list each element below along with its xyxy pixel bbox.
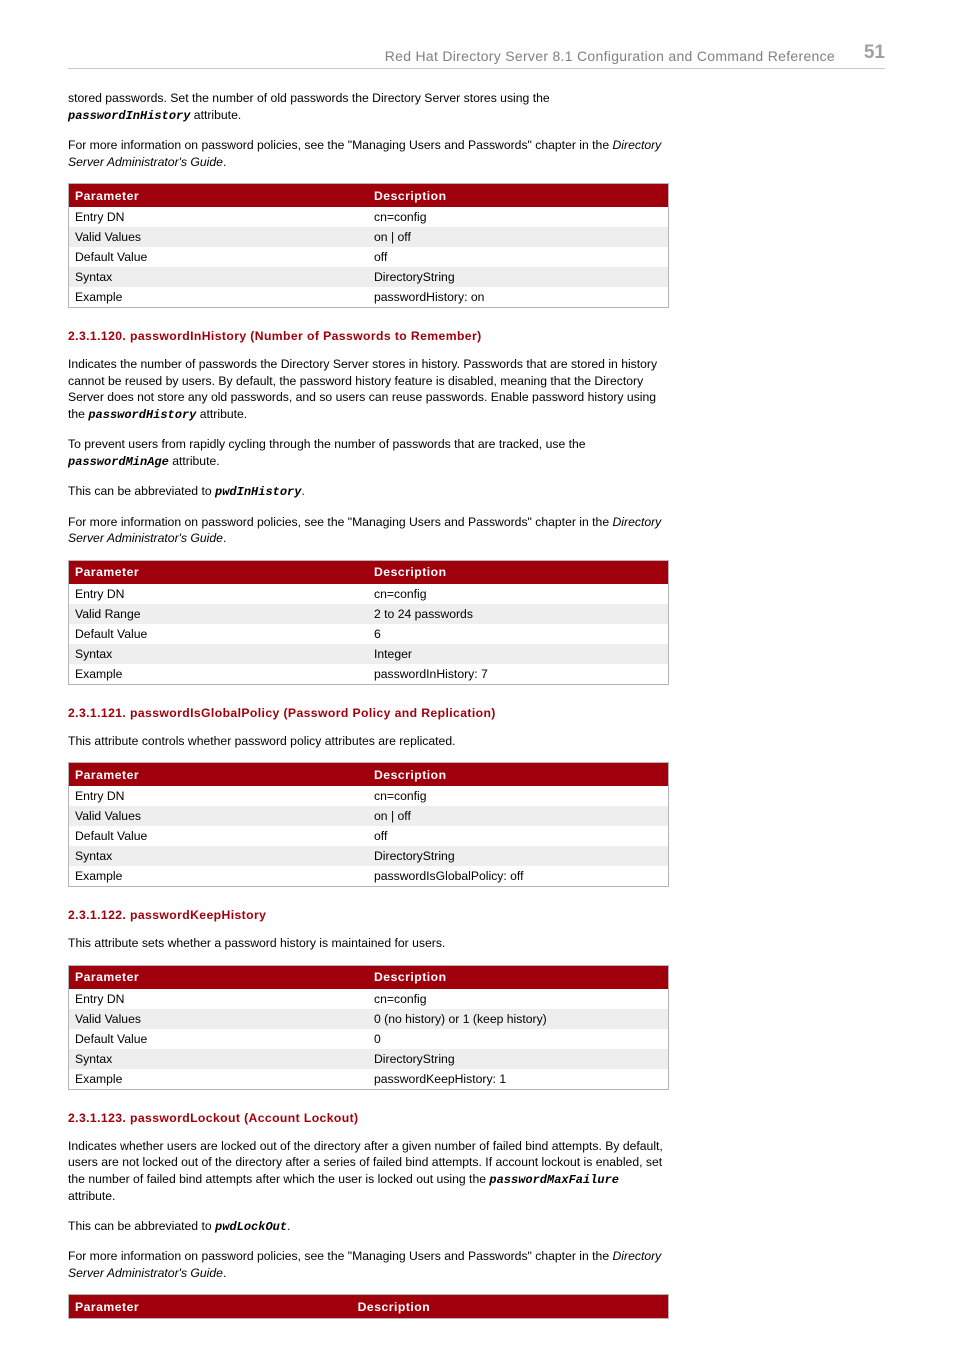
s120-paragraph-4: For more information on password policies, see the "Managing Users and Passwords" chapter in the Directory Server Administrator's Guide. — [68, 514, 662, 545]
table-header-row — [69, 965, 669, 989]
header-parameter: Parameter — [69, 1295, 352, 1319]
table-row: Valid Values on | off — [69, 227, 669, 247]
parameter-table-password-lockout — [68, 1294, 669, 1319]
header-parameter: Parameter — [69, 763, 369, 787]
parameter-table-password-keep-history — [68, 965, 669, 1090]
page-number: 51 — [863, 42, 885, 63]
table-header-row — [69, 184, 669, 208]
table-header-row — [69, 560, 669, 584]
table-row: Default Value 6 — [75, 626, 381, 641]
header-description: Description — [368, 965, 669, 989]
header-description: Description — [368, 560, 669, 584]
parameter-table-password-is-global-policy — [68, 762, 669, 887]
table-row: Default Value 0 — [75, 1031, 381, 1046]
header-parameter: Parameter — [69, 965, 369, 989]
table-row: Syntax DirectoryString — [69, 267, 669, 287]
page-header — [68, 40, 885, 69]
s123-paragraph-2: This can be abbreviated to pwdLockOut. — [68, 1218, 291, 1234]
s120-paragraph-3: This can be abbreviated to pwdInHistory. — [68, 484, 305, 499]
guide-title: Directory Server Administrator's Guide — [68, 1249, 662, 1280]
s120-paragraph-1: Indicates the number of passwords the Directory Server stores in history. Passwords that are stored in history cannot be reused by users. By default, the password history feature is disabled, meaning that the Directory Server does not store any old passwords, and so users can reuse passwords. Enable password history using the passwordHistory attribute. — [68, 357, 658, 422]
s123-paragraph-3: For more information on password policies, see the "Managing Users and Passwords" chapter in the Directory Server Administrator's Guide. — [68, 1249, 662, 1280]
page-content — [68, 90, 668, 1339]
header-description: Description — [368, 184, 669, 208]
table-row: Entry DN cn=config — [75, 789, 427, 803]
header-parameter: Parameter — [69, 184, 369, 208]
section-heading-123: 2.3.1.123. passwordLockout (Account Lockout) — [68, 1110, 359, 1125]
attribute-name: pwdLockOut — [215, 1219, 288, 1234]
attribute-name: passwordMinAge — [68, 454, 169, 469]
table-row: Default Value off — [75, 829, 388, 843]
guide-title: Directory Server Administrator's Guide — [68, 138, 662, 169]
s123-paragraph-1: Indicates whether users are locked out of the directory after a given number of failed bind attempts. By default, users are not locked out of the directory after a series of failed bind attempts. If account lockout is enabled, set the number of failed bind attempts after which the user is locked out using the passwordMaxFailure attribute. — [68, 1138, 663, 1203]
intro-paragraph-2: For more information on password policies, see the "Managing Users and Passwords" chapter in the Directory Server Administrator's Guide. — [68, 138, 662, 169]
table-row: Valid Range 2 to 24 passwords — [69, 604, 669, 624]
section-heading-122: 2.3.1.122. passwordKeepHistory — [68, 908, 267, 922]
attribute-name: passwordInHistory — [68, 108, 191, 123]
table-row: Syntax DirectoryString — [69, 846, 669, 866]
table-row: Example passwordKeepHistory: 1 — [75, 1071, 507, 1086]
parameter-table-password-history — [68, 183, 669, 308]
s120-paragraph-2: To prevent users from rapidly cycling through the number of passwords that are tracked, use the passwordMinAge attribute. — [68, 437, 586, 469]
attribute-name: passwordMaxFailure — [489, 1172, 620, 1187]
attribute-name: pwdInHistory — [215, 485, 302, 499]
header-parameter: Parameter — [69, 560, 369, 584]
table-row: Default Value off — [75, 250, 388, 264]
table-row: Syntax DirectoryString — [69, 1049, 669, 1069]
table-header-row — [69, 763, 669, 787]
guide-title: Directory Server Administrator's Guide — [68, 514, 662, 545]
section-heading-121: 2.3.1.121. passwordIsGlobalPolicy (Password Policy and Replication) — [68, 705, 496, 720]
s122-paragraph-1: This attribute sets whether a password history is maintained for users. — [68, 936, 446, 950]
table-row: Syntax Integer — [69, 644, 669, 664]
section-heading-120: 2.3.1.120. passwordInHistory (Number of Passwords to Remember) — [68, 329, 482, 343]
header-description: Description — [368, 763, 669, 787]
table-header-row — [69, 1295, 669, 1319]
document-title: Red Hat Directory Server 8.1 Configuration and Command Reference — [384, 48, 835, 64]
table-row: Example passwordHistory: on — [75, 290, 485, 304]
table-row: Example passwordIsGlobalPolicy: off — [75, 869, 524, 883]
table-row: Entry DN cn=config — [75, 210, 427, 224]
table-row: Example passwordInHistory: 7 — [75, 666, 488, 681]
table-row: Entry DN cn=config — [75, 586, 427, 601]
intro-paragraph-1: stored passwords. Set the number of old passwords the Directory Server stores using the passwordInHistory attribute. — [68, 91, 550, 123]
header-description: Description — [352, 1295, 669, 1319]
parameter-table-password-in-history — [68, 560, 669, 685]
attribute-name: passwordHistory — [88, 407, 197, 422]
table-row: Valid Values on | off — [69, 806, 669, 826]
table-row: Valid Values 0 (no history) or 1 (keep history) — [69, 1009, 669, 1029]
table-row: Entry DN cn=config — [75, 991, 427, 1006]
s121-paragraph-1: This attribute controls whether password policy attributes are replicated. — [68, 733, 456, 748]
